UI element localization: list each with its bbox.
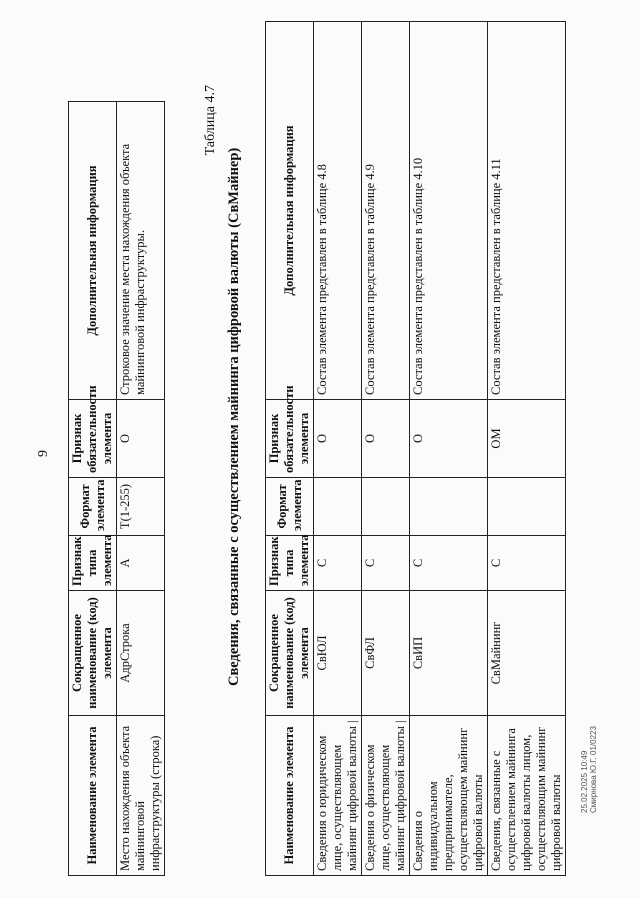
cell-type: С	[488, 536, 566, 591]
table-row	[488, 22, 566, 876]
table-row	[314, 22, 362, 876]
cell-extra: Состав элемента представлен в таблице 4.10	[410, 22, 488, 400]
header-format: Формат элемента	[266, 478, 314, 536]
cell-format	[314, 478, 362, 536]
cell-type: С	[314, 536, 362, 591]
cell-required: О	[362, 400, 410, 478]
print-stamp	[580, 726, 598, 813]
cell-code: СвФЛ	[362, 591, 410, 716]
cell-extra: Строковое значение места нахождения объекта майнинговой инфраструктуры.	[117, 102, 165, 400]
cell-format	[362, 478, 410, 536]
table-row	[362, 22, 410, 876]
table-header-row	[266, 22, 314, 876]
table-main	[265, 21, 566, 876]
table-header-row	[69, 102, 117, 876]
cell-name: Сведения о индивидуальном предпринимателе, осуществляющем майнинг цифровой валюты	[410, 716, 488, 876]
stamp-line: Смирнова Ю.Г. 01/0223	[589, 726, 598, 813]
cell-name: Место нахождения объекта майнинговой инфраструктуры (строка)	[117, 716, 165, 876]
cell-required: О	[117, 400, 165, 478]
cell-code: СвМайнинг	[488, 591, 566, 716]
cell-code: СвЮЛ	[314, 591, 362, 716]
cell-format	[410, 478, 488, 536]
header-type: Признак типа элемента	[69, 536, 117, 591]
header-format: Формат элемента	[69, 478, 117, 536]
stamp-line: 25.02.2025 10:49	[580, 750, 589, 813]
cell-name: Сведения о юридическом лице, осуществляющем майнинг цифровой валюты |	[314, 716, 362, 876]
header-extra: Дополнительная информация	[69, 102, 117, 400]
cell-type: С	[410, 536, 488, 591]
header-name: Наименование элемента	[69, 716, 117, 876]
cell-extra: Состав элемента представлен в таблице 4.9	[362, 22, 410, 400]
header-code: Сокращенное наименование (код) элемента	[266, 591, 314, 716]
cell-format: T(1-255)	[117, 478, 165, 536]
cell-type: С	[362, 536, 410, 591]
header-code: Сокращенное наименование (код) элемента	[69, 591, 117, 716]
table-previous	[68, 101, 165, 876]
cell-required: ОМ	[488, 400, 566, 478]
table-caption: Таблица 4.7	[203, 85, 218, 156]
header-name: Наименование элемента	[266, 716, 314, 876]
header-extra: Дополнительная информация	[266, 22, 314, 400]
table-row	[410, 22, 488, 876]
header-type: Признак типа элемента	[266, 536, 314, 591]
page-number: 9	[36, 450, 51, 457]
header-required: Признак обязательности элемента	[266, 400, 314, 478]
cell-type: А	[117, 536, 165, 591]
cell-name: Сведения о физическом лице, осуществляющем майнинг цифровой валюты |	[362, 716, 410, 876]
header-required: Признак обязательности элемента	[69, 400, 117, 478]
cell-name: Сведения, связанные с осуществлением майнинга цифровой валюты лицом, осуществляющим майнинг цифровой валюты	[488, 716, 566, 876]
cell-required: О	[410, 400, 488, 478]
section-title: Сведения, связанные с осуществлением майнинга цифровой валюты (СвМайнер)	[226, 147, 242, 686]
table-row	[117, 102, 165, 876]
cell-extra: Состав элемента представлен в таблице 4.8	[314, 22, 362, 400]
cell-code: СвИП	[410, 591, 488, 716]
cell-required: О	[314, 400, 362, 478]
cell-extra: Состав элемента представлен в таблице 4.11	[488, 22, 566, 400]
cell-format	[488, 478, 566, 536]
cell-code: АдрСтрока	[117, 591, 165, 716]
